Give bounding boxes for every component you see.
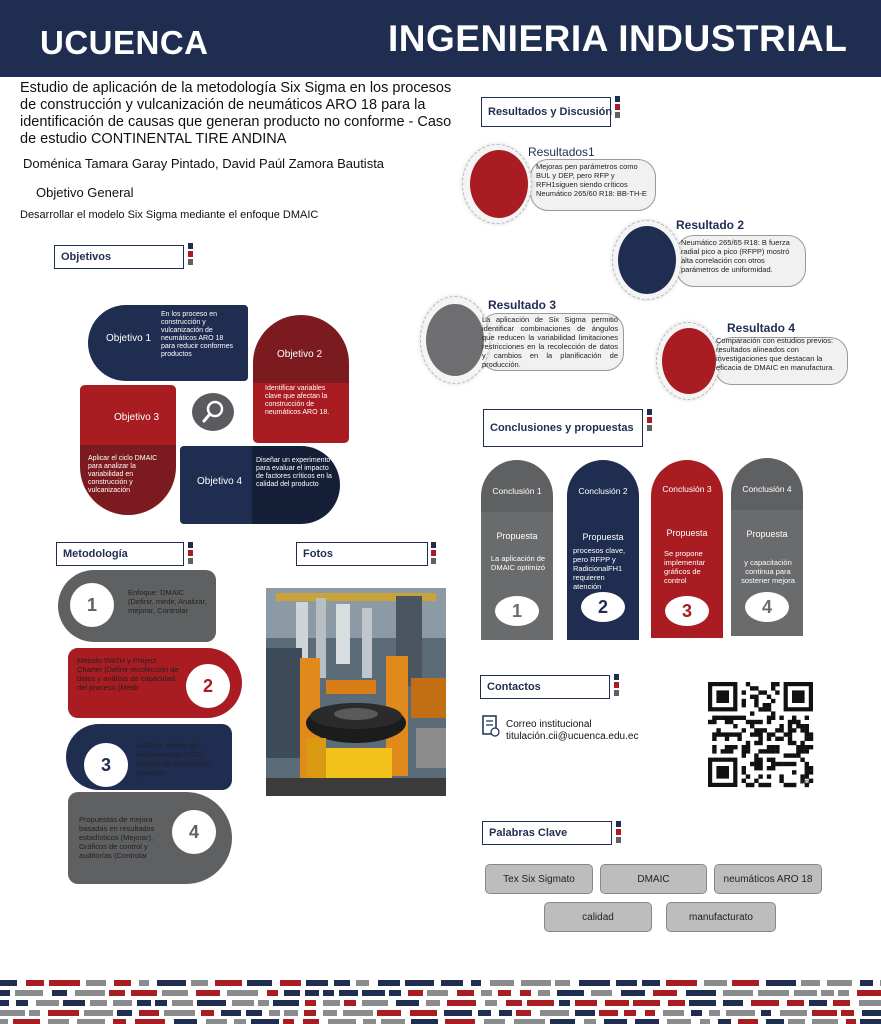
conclusion-card-2: [567, 460, 639, 620]
contact-email[interactable]: titulación.cii@ucuenca.edu.ec: [506, 731, 639, 742]
resultado-dot: [470, 150, 528, 218]
conclusion-proposal-label: Propuesta: [582, 532, 624, 542]
conclusion-title: Conclusión 1: [492, 486, 542, 496]
section-marks: [431, 542, 436, 566]
metodologia-number: 2: [186, 664, 230, 708]
metodologia-text: Propuestas de mejora basadas en resultados estadísticos (Mejorar), Gráficos de control y auditorías (Controlar: [79, 815, 155, 860]
metodologia-text: Método 5W2H y Project Charter (Definir recolección de datos y análisis de capacidad del proceso (Medir: [77, 656, 179, 692]
metodologia-text: Enfoque: DMAIC (Definir, medir, Analizar, mejorar, Controlar: [128, 588, 207, 615]
footer-pattern: [0, 978, 881, 1024]
university-logo: UCUENCA: [40, 24, 209, 61]
conclusion-number: 2: [581, 592, 625, 622]
poster-title: Estudio de aplicación de la metodología Six Sigma en los procesos de construcción y vulcanización de neumáticos ARO 18 para la identificación de causas que generan producto no conforme - Caso de estudio CONTINENTAL TIRE ANDINA: [20, 80, 452, 147]
objetivo-title: Objetivo 3: [114, 412, 160, 423]
keyword-chip[interactable]: calidad: [544, 902, 652, 932]
conclusion-text: Se propone implementar gráficos de control: [664, 549, 706, 585]
keyword-chip[interactable]: neumáticos ARO 18: [714, 864, 822, 894]
general-objective-heading: Objetivo General: [36, 185, 134, 200]
resultado-dot: [662, 328, 716, 394]
section-metodologia: Metodología: [56, 542, 184, 566]
section-resultados: Resultados y Discusión: [481, 97, 611, 127]
conclusion-proposal-label: Propuesta: [746, 529, 788, 539]
conclusion-proposal-label: Propuesta: [666, 528, 708, 538]
search-icon: [188, 390, 238, 434]
resultado-title: Resultado 4: [727, 321, 796, 335]
objetivo-3: [80, 385, 176, 515]
section-marks: [188, 542, 193, 566]
conclusion-card-3: [651, 460, 723, 620]
metodologia-number: 1: [70, 583, 114, 627]
resultado-title: Resultado 3: [488, 298, 557, 312]
conclusion-number: 4: [745, 592, 789, 622]
conclusion-card-1: [481, 460, 553, 620]
section-marks: [614, 674, 619, 698]
conclusion-title: Conclusión 4: [742, 484, 792, 494]
resultado-dot: [426, 304, 484, 376]
general-objective-text: Desarrollar el modelo Six Sigma mediante el enfoque DMAIC: [20, 209, 319, 221]
objetivo-title: Objetivo 2: [277, 349, 323, 360]
objetivo-text: Diseñar un experimento para evaluar el impacto de factores críticos en la calidad del producto: [256, 457, 332, 488]
section-conclusiones: Conclusiones y propuestas: [483, 409, 643, 447]
qr-caption: bitly: [800, 780, 811, 786]
keyword-chip[interactable]: DMAIC: [600, 864, 707, 894]
document-icon: [480, 715, 500, 737]
section-contactos: Contactos: [480, 675, 610, 699]
conclusion-card-4: [731, 458, 803, 618]
objetivo-title: Objetivo 4: [197, 476, 243, 487]
section-fotos: Fotos: [296, 542, 428, 566]
conclusion-title: Conclusión 3: [662, 484, 712, 494]
resultado-dot: [618, 226, 676, 294]
section-objetivos: Objetivos: [54, 245, 184, 269]
conclusion-text: La aplicación de DMAIC optimizó: [490, 554, 546, 572]
conclusion-number: 1: [495, 596, 539, 626]
objetivo-text: Aplicar el ciclo DMAIC para analizar la variabilidad en construcción y vulcanización: [88, 455, 158, 494]
conclusion-text: y capacitación continua para sostener mejora: [741, 558, 795, 585]
qr-code[interactable]: [706, 680, 818, 790]
section-marks: [615, 96, 620, 120]
conclusion-number: 3: [665, 596, 709, 626]
conclusion-proposal-label: Propuesta: [496, 531, 538, 541]
resultado-title: Resultado 2: [676, 218, 745, 232]
keyword-chip[interactable]: Tex Six Sigmato: [485, 864, 593, 894]
resultado-text: La aplicación de Six Sigma permitió identificar combinaciones de ángulos que reducen la variabilidad limitaciones restricciones en la recolección de datos y cambios en la planificación de producción.: [482, 315, 618, 369]
section-marks: [616, 821, 621, 845]
objetivo-text: En los proceso en construcción y vulcanización de neumáticos ARO 18 para reducir conformes productos: [161, 311, 233, 358]
resultado-text: Neumático 265/65 R18: B fuerza radial pico a pico (RFPP) mostró alta correlación con otros parámetros de uniformidad.: [681, 238, 790, 274]
objetivo-1: [88, 305, 248, 381]
metodologia-number: 4: [172, 810, 216, 854]
contact-info: [506, 719, 638, 743]
factory-photo: [266, 588, 446, 796]
objetivo-text: Identificar variables clave que afectan la construcción de neumáticos ARO 18.: [265, 385, 330, 416]
resultado-text: Comparación con estudios previos: resultados alineados con investigaciones que destacan la eficacia de DMAIC en manufactura.: [716, 336, 835, 372]
resultado-text: Mejoras pen parámetros como BUL y DEP, pero RFP y RFH1siguen siendo críticos Neumático 265/60 R18: BB-TH-E: [536, 162, 647, 198]
conclusion-text: procesos clave, pero RFPP y RadicionalFH1 requieren atención: [573, 546, 626, 591]
resultado-title: Resultados1: [528, 145, 595, 159]
keyword-chip[interactable]: manufacturato: [666, 902, 776, 932]
metodologia-number: 3: [84, 743, 128, 787]
program-title: INGENIERIA INDUSTRIAL: [388, 18, 848, 59]
authors: Doménica Tamara Garay Pintado, David Paúl Zamora Bautista: [23, 156, 385, 171]
objetivo-title: Objetivo 1: [106, 333, 152, 344]
section-marks: [188, 243, 193, 267]
contact-label: Correo institucional: [506, 719, 592, 730]
objetivo-2: [253, 315, 349, 443]
section-palabras-clave: Palabras Clave: [482, 821, 612, 845]
conclusion-title: Conclusión 2: [578, 486, 628, 496]
objetivo-4: [180, 446, 340, 524]
section-marks: [647, 409, 652, 433]
metodologia-text: ANOVA, diseño de experimentos (DOE), análisis de correlación (Analizar: [136, 741, 211, 777]
